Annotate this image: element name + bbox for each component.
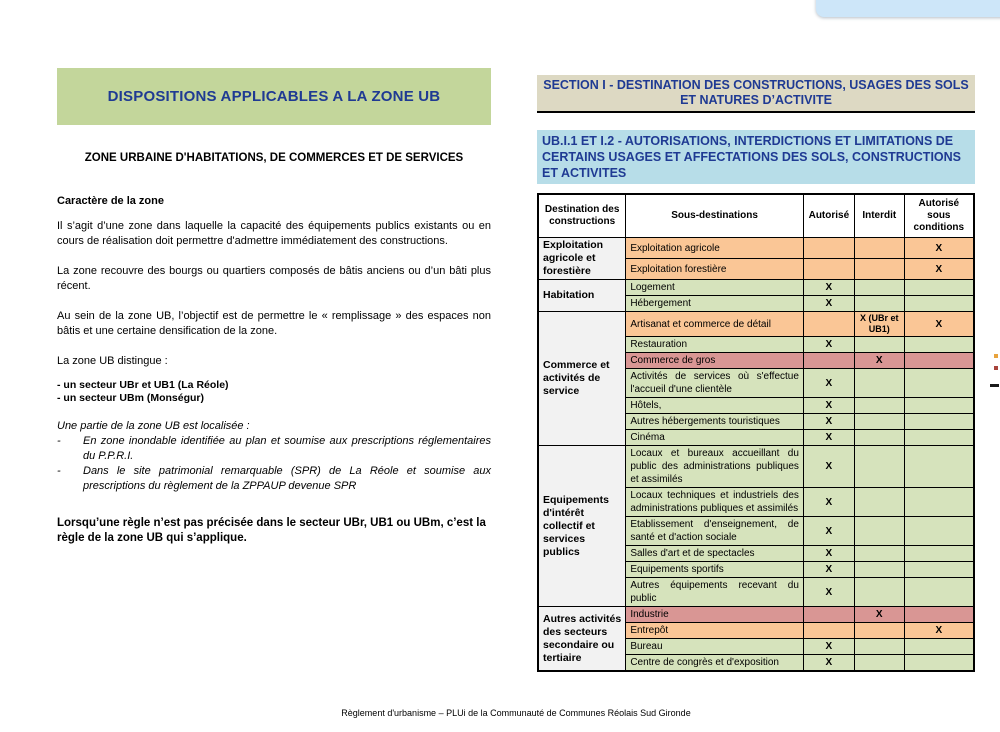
sous-destination-cell: Locaux et bureaux accueillant du public des administrations publiques et assimilés [626, 446, 804, 488]
interdit-cell: X (UBr et UB1) [854, 312, 904, 337]
conditions-cell [904, 430, 974, 446]
autorise-cell: X [803, 655, 854, 672]
interdit-cell [854, 655, 904, 672]
sous-destination-cell: Artisanat et commerce de détail [626, 312, 804, 337]
autorise-cell [803, 623, 854, 639]
left-column [57, 68, 491, 546]
header-interdit: Interdit [854, 194, 904, 238]
autorise-cell: X [803, 517, 854, 546]
autorise-cell: X [803, 296, 854, 312]
interdit-cell [854, 369, 904, 398]
zone-subtitle: ZONE URBAINE D'HABITATIONS, DE COMMERCES ET DE SERVICES [84, 152, 464, 164]
conditions-cell [904, 446, 974, 488]
interdit-cell [854, 414, 904, 430]
sous-destination-cell: Exploitation forestière [626, 259, 804, 280]
overlay-panel [816, 0, 1000, 17]
autorise-cell [803, 312, 854, 337]
sous-destination-cell: Etablissement d'enseignement, de santé et d'action sociale [626, 517, 804, 546]
table-row [538, 446, 974, 488]
header-autorise: Autorisé [803, 194, 854, 238]
sous-destination-cell: Logement [626, 280, 804, 296]
conditions-cell [904, 353, 974, 369]
table-row [538, 312, 974, 337]
conditions-cell [904, 607, 974, 623]
conditions-cell: X [904, 312, 974, 337]
interdit-cell: X [854, 607, 904, 623]
localisation-item-text: Dans le site patrimonial remarquable (SPR) de La Réole et soumise aux prescriptions du règlement de la ZPPAUP devenue SPR [83, 465, 491, 492]
interdit-cell [854, 446, 904, 488]
destination-group-cell: Commerce et activités de service [538, 312, 626, 446]
conditions-cell: X [904, 238, 974, 259]
interdit-cell [854, 259, 904, 280]
right-column [537, 75, 975, 672]
interdit-cell [854, 398, 904, 414]
autorise-cell [803, 353, 854, 369]
zone-title-banner [57, 68, 491, 125]
paragraph-equipements: Il s’agit d’une zone dans laquelle la capacité des équipements publics existants ou en cours de réalisation doit permettre d'admettre immédiatement des constructions. [57, 220, 491, 247]
subsection-title: UB.I.1 ET I.2 - AUTORISATIONS, INTERDICTIONS ET LIMITATIONS DE CERTAINS USAGES ET AFFECTATIONS DES SOLS, CONSTRUCTIONS ET ACTIVITES [537, 130, 975, 184]
autorise-cell: X [803, 546, 854, 562]
zone-character-heading: Caractère de la zone [57, 195, 164, 207]
destination-group-cell: Autres activités des secteurs secondaire ou tertiaire [538, 607, 626, 672]
autorise-cell: X [803, 398, 854, 414]
conditions-cell [904, 296, 974, 312]
autorise-cell: X [803, 414, 854, 430]
conditions-cell [904, 414, 974, 430]
conditions-cell: X [904, 623, 974, 639]
conditions-cell [904, 369, 974, 398]
interdit-cell [854, 296, 904, 312]
sous-destination-cell: Hébergement [626, 296, 804, 312]
sous-destination-cell: Entrepôt [626, 623, 804, 639]
conditions-cell [904, 517, 974, 546]
table-body [538, 238, 974, 672]
sous-destination-cell: Bureau [626, 639, 804, 655]
table-row [538, 607, 974, 623]
sous-destination-cell: Locaux techniques et industriels des administrations publiques et assimilés [626, 488, 804, 517]
conditions-cell [904, 280, 974, 296]
autorise-cell: X [803, 562, 854, 578]
header-sous-destinations: Sous-destinations [626, 194, 804, 238]
autorise-cell: X [803, 337, 854, 353]
edge-artifact-speck-red [994, 366, 998, 370]
localisation-item-spr [57, 464, 491, 494]
paragraph-bourgs: La zone recouvre des bourgs ou quartiers composés de bâtis anciens ou d’un bâti plus récent. [57, 265, 491, 292]
paragraph-remplissage: Au sein de la zone UB, l’objectif est de permettre le « remplissage » des espaces non bâtis et une certaine densification de la zone. [57, 310, 491, 337]
autorise-cell [803, 259, 854, 280]
destinations-table [537, 193, 975, 672]
interdit-cell [854, 280, 904, 296]
edge-artifact-speck-orange [994, 354, 998, 358]
interdit-cell: X [854, 353, 904, 369]
autorise-cell [803, 238, 854, 259]
interdit-cell [854, 562, 904, 578]
autorise-cell: X [803, 578, 854, 607]
sous-destination-cell: Autres équipements recevant du public [626, 578, 804, 607]
header-destination: Destination des constructions [538, 194, 626, 238]
edge-artifact-dash [990, 384, 999, 387]
autorise-cell: X [803, 280, 854, 296]
destination-group-cell: Habitation [538, 280, 626, 312]
sector-ubr-ub1: - un secteur UBr et UB1 (La Réole) [57, 379, 229, 391]
table-row [538, 280, 974, 296]
interdit-cell [854, 488, 904, 517]
localisation-intro: Une partie de la zone UB est localisée : [57, 420, 250, 432]
autorise-cell: X [803, 369, 854, 398]
page-footer: Règlement d'urbanisme – PLUi de la Communauté de Communes Réolais Sud Gironde [341, 708, 691, 718]
interdit-cell [854, 623, 904, 639]
conditions-cell [904, 337, 974, 353]
autorise-cell: X [803, 430, 854, 446]
paragraph-distingue: La zone UB distingue : [57, 355, 168, 367]
interdit-cell [854, 578, 904, 607]
sous-destination-cell: Salles d'art et de spectacles [626, 546, 804, 562]
dash-bullet: - [57, 465, 61, 477]
section-title: SECTION I - DESTINATION DES CONSTRUCTIONS, USAGES DES SOLS ET NATURES D’ACTIVITE [537, 75, 975, 113]
conditions-cell [904, 655, 974, 672]
dash-bullet: - [57, 435, 61, 447]
sous-destination-cell: Commerce de gros [626, 353, 804, 369]
header-autorise-sous-conditions: Autorisé sous conditions [904, 194, 974, 238]
conditions-cell [904, 398, 974, 414]
sous-destination-cell: Activités de services où s'effectue l'accueil d'une clientèle [626, 369, 804, 398]
sous-destination-cell: Industrie [626, 607, 804, 623]
destination-group-cell: Equipements d'intérêt collectif et services publics [538, 446, 626, 607]
conditions-cell [904, 578, 974, 607]
autorise-cell: X [803, 639, 854, 655]
interdit-cell [854, 639, 904, 655]
localisation-item-text: En zone inondable identifiée au plan et soumise aux prescriptions réglementaires du P.P.R.I. [83, 435, 491, 462]
interdit-cell [854, 238, 904, 259]
sous-destination-cell: Autres hébergements touristiques [626, 414, 804, 430]
interdit-cell [854, 337, 904, 353]
sous-destination-cell: Cinéma [626, 430, 804, 446]
interdit-cell [854, 430, 904, 446]
interdit-cell [854, 517, 904, 546]
rule-note: Lorsqu’une règle n’est pas précisée dans le secteur UBr, UB1 ou UBm, c’est la règle de la zone UB qui s’applique. [57, 517, 486, 544]
localisation-item-ppri [57, 434, 491, 464]
autorise-cell [803, 607, 854, 623]
destination-group-cell: Exploitation agricole et forestière [538, 238, 626, 280]
conditions-cell [904, 639, 974, 655]
autorise-cell: X [803, 488, 854, 517]
sous-destination-cell: Centre de congrès et d'exposition [626, 655, 804, 672]
zone-title: DISPOSITIONS APPLICABLES A LA ZONE UB [107, 88, 441, 105]
conditions-cell [904, 546, 974, 562]
sous-destination-cell: Restauration [626, 337, 804, 353]
interdit-cell [854, 546, 904, 562]
table-header-row [538, 194, 974, 238]
sector-ubm: - un secteur UBm (Monségur) [57, 392, 205, 404]
sous-destination-cell: Exploitation agricole [626, 238, 804, 259]
conditions-cell [904, 488, 974, 517]
sous-destination-cell: Equipements sportifs [626, 562, 804, 578]
conditions-cell [904, 562, 974, 578]
conditions-cell: X [904, 259, 974, 280]
table-row [538, 238, 974, 259]
sous-destination-cell: Hôtels, [626, 398, 804, 414]
autorise-cell: X [803, 446, 854, 488]
